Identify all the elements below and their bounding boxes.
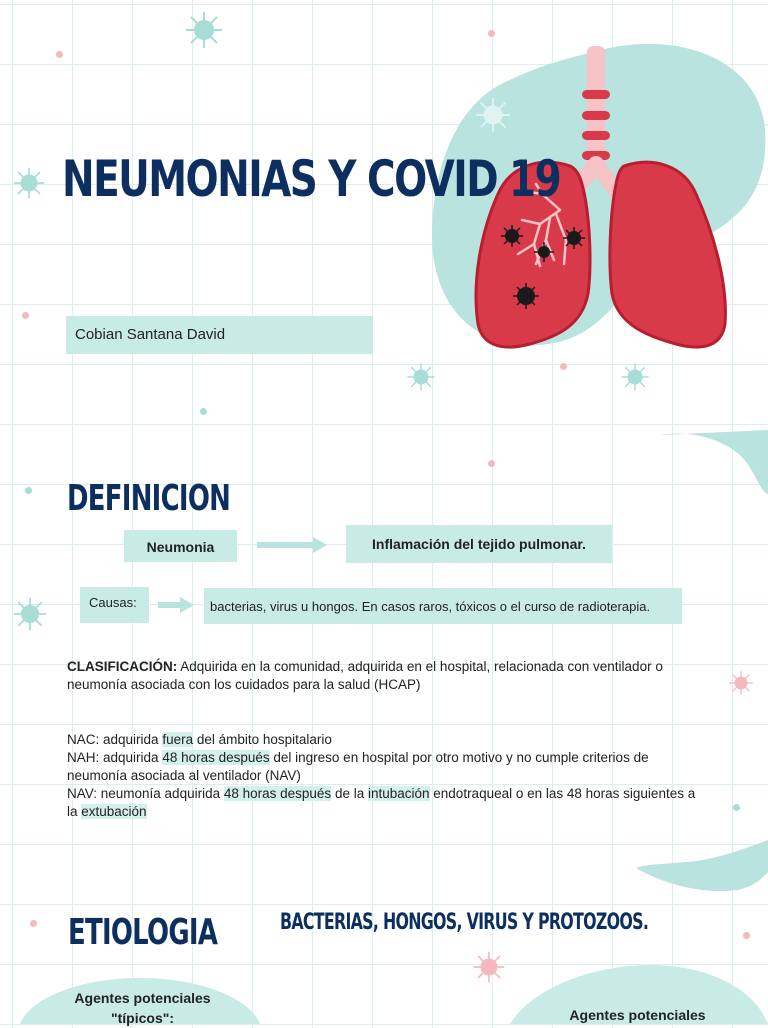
causes-text-box: bacterias, virus u hongos. En casos raros, tóxicos o el curso de radioterapia.: [204, 588, 682, 624]
virus-icon: [12, 166, 46, 200]
highlight-text: intubación: [367, 786, 430, 801]
nah-text: del ingreso en hospital por otro motivo y no cumple criterios de neumonía asociada al ventilador (NAV): [67, 750, 649, 783]
page-title: NEUMONIAS Y COVID 19: [62, 150, 561, 208]
classification-text: Adquirida en la comunidad, adquirida en el hospital, relacionada con ventilador o neumonía asociada con los cuidados para la salud (HCAP): [67, 659, 663, 692]
highlight-text: extubación: [81, 804, 147, 819]
nah-text: NAH: adquirida: [67, 750, 163, 765]
classification-label: CLASIFICACIÓN:: [67, 659, 178, 674]
decorative-dot: [22, 312, 29, 319]
decorative-dot: [733, 804, 740, 811]
nav-text: endotraqueal o en las 48 horas siguientes a la: [67, 786, 696, 819]
highlight-text: fuera: [162, 732, 194, 747]
virus-icon: [728, 670, 754, 696]
nav-text: NAV: neumonía adquirida: [67, 786, 224, 801]
typical-agents-heading: [40, 988, 245, 1028]
author-name: Cobian Santana David: [66, 316, 373, 354]
nav-line: [67, 785, 707, 821]
nac-line: [67, 731, 707, 749]
section-heading-etiologia: ETIOLOGIA: [68, 912, 218, 953]
decorative-dot: [200, 408, 207, 415]
arrow-right-icon: [257, 537, 327, 553]
decorative-dot: [30, 920, 37, 927]
decorative-dot: [56, 51, 63, 58]
virus-icon: [12, 596, 48, 632]
decorative-dot: [25, 487, 32, 494]
definition-box: Inflamación del tejido pulmonar.: [346, 525, 612, 563]
section-heading-definicion: DEFINICION: [67, 478, 231, 519]
decorative-dot: [560, 363, 567, 370]
etiology-agents: BACTERIAS, HONGOS, VIRUS Y PROTOZOOS.: [280, 910, 649, 935]
nav-text: de la: [331, 786, 368, 801]
nah-line: [67, 749, 707, 785]
typical-agents-line: "típicos":: [110, 1010, 175, 1026]
causes-label-box: Causas:: [80, 587, 149, 623]
decorative-blob-right-lower: [636, 840, 768, 910]
classification-paragraph: [67, 658, 697, 694]
typical-agents-line: Agentes potenciales: [74, 990, 211, 1006]
decorative-dot: [488, 460, 495, 467]
decorative-dot: [488, 30, 495, 37]
decorative-blob-right-mid: [660, 430, 768, 500]
pneumonia-types-list: [67, 731, 707, 821]
virus-icon: [184, 10, 224, 50]
virus-icon: [620, 362, 650, 392]
nac-text: del ámbito hospitalario: [193, 732, 332, 747]
atypical-agents-heading: Agentes potenciales: [569, 1007, 706, 1023]
virus-icon: [406, 362, 436, 392]
virus-icon: [472, 950, 506, 984]
highlight-text: 48 horas después: [162, 750, 270, 765]
decorative-dot: [743, 932, 750, 939]
highlight-text: 48 horas después: [223, 786, 332, 801]
arrow-right-icon: [158, 597, 194, 613]
nac-text: NAC: adquirida: [67, 732, 163, 747]
term-box: Neumonia: [124, 530, 237, 562]
